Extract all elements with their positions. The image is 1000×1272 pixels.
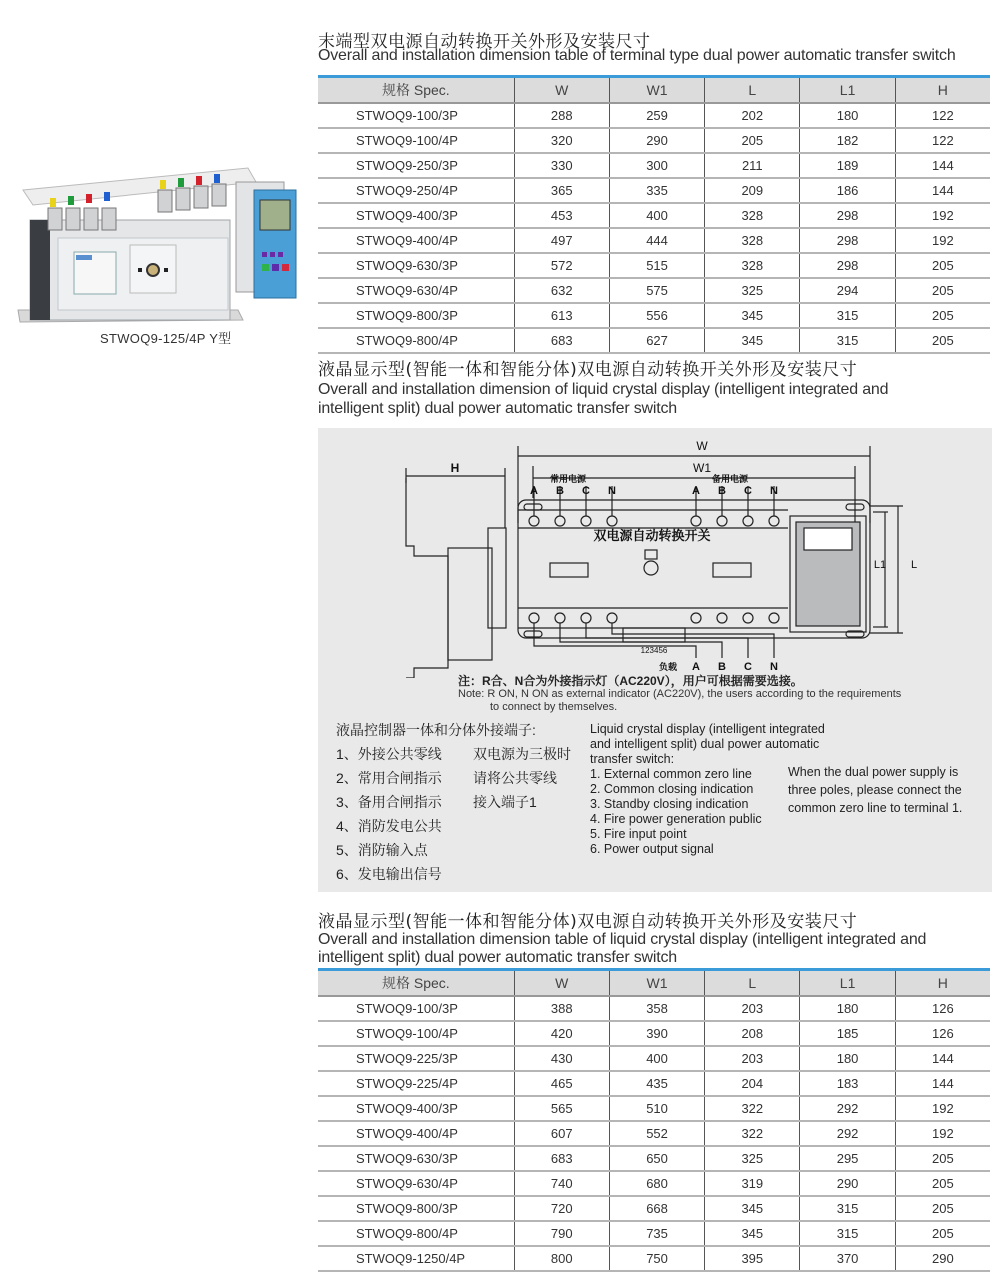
text-line: transfer switch: (590, 752, 675, 766)
value-cell: 607 (514, 1121, 609, 1146)
section3-title-en-2: intelligent split) dual power automatic transfer switch (318, 949, 677, 966)
value-cell: 345 (705, 328, 800, 353)
spec-cell: STWOQ9-400/4P (318, 1121, 514, 1146)
value-cell: 497 (514, 228, 609, 253)
table-row (318, 128, 990, 153)
value-cell: 453 (514, 203, 609, 228)
value-cell: 294 (800, 278, 895, 303)
value-cell: 205 (895, 1171, 990, 1196)
table-row (318, 1196, 990, 1221)
value-cell: 185 (800, 1021, 895, 1046)
value-cell: 565 (514, 1096, 609, 1121)
phase-label-c: C (744, 661, 752, 673)
product-photo (8, 160, 308, 325)
table-row (318, 1121, 990, 1146)
col-spec: 规格 Spec. (318, 77, 514, 104)
lcd-controller (236, 182, 296, 298)
text-line: 接入端子1 (473, 794, 537, 810)
col-w1: W1 (609, 970, 704, 997)
value-cell: 211 (705, 153, 800, 178)
value-cell: 205 (705, 128, 800, 153)
value-cell: 205 (895, 253, 990, 278)
value-cell: 205 (895, 278, 990, 303)
value-cell: 180 (800, 1046, 895, 1071)
text-line: 6. Power output signal (590, 842, 714, 856)
phase-label-a: A (692, 661, 700, 673)
spec-cell: STWOQ9-400/3P (318, 203, 514, 228)
normal-source-label: 常用电源 (549, 474, 587, 484)
section3-title-en-1: Overall and installation dimension table of liquid crystal display (intelligent integrated and (318, 931, 927, 948)
table-row (318, 328, 990, 353)
photo-caption: STWOQ9-125/4P Y型 (100, 331, 232, 346)
text-line: 请将公共零线 (473, 770, 557, 786)
value-cell: 790 (514, 1221, 609, 1246)
value-cell: 572 (514, 253, 609, 278)
load-label: 负载 (658, 662, 678, 672)
table-row (318, 203, 990, 228)
section1-title-cn: 末端型双电源自动转换开关外形及安装尺寸 (318, 32, 651, 52)
value-cell: 515 (609, 253, 704, 278)
value-cell: 290 (609, 128, 704, 153)
value-cell: 315 (800, 1221, 895, 1246)
value-cell: 510 (609, 1096, 704, 1121)
phase-label-a: A (692, 485, 700, 497)
value-cell: 205 (895, 1221, 990, 1246)
spec-cell: STWOQ9-800/4P (318, 328, 514, 353)
phase-label-b: B (718, 485, 726, 497)
value-cell: 288 (514, 103, 609, 128)
terminal-numbers: 123456 (640, 646, 668, 655)
value-cell: 298 (800, 203, 895, 228)
value-cell: 328 (705, 253, 800, 278)
value-cell: 144 (895, 1046, 990, 1071)
value-cell: 358 (609, 996, 704, 1021)
dimension-diagram-panel (318, 428, 992, 892)
value-cell: 295 (800, 1146, 895, 1171)
value-cell: 189 (800, 153, 895, 178)
value-cell: 345 (705, 1221, 800, 1246)
spec-cell: STWOQ9-250/4P (318, 178, 514, 203)
col-h: H (895, 77, 990, 104)
dim-l1-label: L1 (873, 559, 887, 571)
text-line: 4. Fire power generation public (590, 812, 762, 826)
value-cell: 322 (705, 1121, 800, 1146)
value-cell: 325 (705, 1146, 800, 1171)
terminals-list-cn (336, 742, 442, 886)
col-l1: L1 (800, 77, 895, 104)
table-row (318, 1246, 990, 1271)
value-cell: 613 (514, 303, 609, 328)
value-cell: 328 (705, 203, 800, 228)
value-cell: 315 (800, 1196, 895, 1221)
col-l1: L1 (800, 970, 895, 997)
table-row (318, 303, 990, 328)
phase-label-b: B (718, 661, 726, 673)
phase-label-c: C (744, 485, 752, 497)
phase-label-a: A (530, 485, 538, 497)
section2-title-cn: 液晶显示型(智能一体和智能分体)双电源自动转换开关外形及安装尺寸 (318, 360, 858, 380)
value-cell: 556 (609, 303, 704, 328)
value-cell: 800 (514, 1246, 609, 1271)
spec-cell: STWOQ9-630/4P (318, 278, 514, 303)
value-cell: 192 (895, 203, 990, 228)
table-row (318, 996, 990, 1021)
text-line: 5. Fire input point (590, 827, 687, 841)
device-label: 双电源自动转换开关 (593, 528, 711, 543)
spec-cell: STWOQ9-400/4P (318, 228, 514, 253)
value-cell: 740 (514, 1171, 609, 1196)
value-cell: 205 (895, 328, 990, 353)
col-w: W (514, 970, 609, 997)
value-cell: 400 (609, 1046, 704, 1071)
dim-w1-label: W1 (693, 461, 711, 475)
col-l: L (705, 77, 800, 104)
value-cell: 683 (514, 1146, 609, 1171)
text-line: and intelligent split) dual power automatic (590, 737, 820, 751)
spec-cell: STWOQ9-100/4P (318, 128, 514, 153)
value-cell: 735 (609, 1221, 704, 1246)
value-cell: 202 (705, 103, 800, 128)
col-l: L (705, 970, 800, 997)
value-cell: 325 (705, 278, 800, 303)
text-line: When the dual power supply is (788, 765, 959, 779)
value-cell: 650 (609, 1146, 704, 1171)
value-cell: 122 (895, 103, 990, 128)
value-cell: 186 (800, 178, 895, 203)
terminals-remark-en (788, 763, 962, 817)
text-line: 1. External common zero line (590, 767, 752, 781)
value-cell: 192 (895, 1121, 990, 1146)
phase-label-n: N (770, 661, 778, 673)
text-line: 3. Standby closing indication (590, 797, 749, 811)
note-en-2: to connect by themselves. (490, 701, 618, 713)
value-cell: 315 (800, 303, 895, 328)
value-cell: 203 (705, 1046, 800, 1071)
text-line: common zero line to terminal 1. (788, 801, 963, 815)
text-line: 6、发电输出信号 (336, 866, 442, 882)
value-cell: 126 (895, 1021, 990, 1046)
value-cell: 183 (800, 1071, 895, 1096)
value-cell: 122 (895, 128, 990, 153)
value-cell: 180 (800, 103, 895, 128)
phase-label-n: N (770, 485, 778, 497)
text-line: 双电源为三极时 (473, 746, 571, 762)
dimension-drawing (318, 428, 992, 678)
table-row (318, 1046, 990, 1071)
spec-cell: STWOQ9-630/3P (318, 1146, 514, 1171)
value-cell: 330 (514, 153, 609, 178)
value-cell: 395 (705, 1246, 800, 1271)
value-cell: 420 (514, 1021, 609, 1046)
value-cell: 388 (514, 996, 609, 1021)
section3-title-cn: 液晶显示型(智能一体和智能分体)双电源自动转换开关外形及安装尺寸 (318, 912, 858, 932)
spec-cell: STWOQ9-630/3P (318, 253, 514, 278)
value-cell: 435 (609, 1071, 704, 1096)
value-cell: 345 (705, 303, 800, 328)
dim-w-label: W (696, 439, 708, 453)
value-cell: 298 (800, 228, 895, 253)
value-cell: 328 (705, 228, 800, 253)
spec-cell: STWOQ9-800/3P (318, 1196, 514, 1221)
value-cell: 192 (895, 1096, 990, 1121)
value-cell: 390 (609, 1021, 704, 1046)
value-cell: 680 (609, 1171, 704, 1196)
col-w1: W1 (609, 77, 704, 104)
value-cell: 205 (895, 1196, 990, 1221)
value-cell: 430 (514, 1046, 609, 1071)
text-line: 2. Common closing indication (590, 782, 754, 796)
value-cell: 144 (895, 178, 990, 203)
text-line: three poles, please connect the (788, 783, 962, 797)
spec-cell: STWOQ9-100/3P (318, 103, 514, 128)
value-cell: 335 (609, 178, 704, 203)
spec-cell: STWOQ9-630/4P (318, 1171, 514, 1196)
note-en-1: Note: R ON, N ON as external indicator (AC220V), the users according to the requirements (458, 688, 902, 700)
table-row (318, 1146, 990, 1171)
value-cell: 315 (800, 328, 895, 353)
table-row (318, 1171, 990, 1196)
value-cell: 205 (895, 1146, 990, 1171)
table-row (318, 1071, 990, 1096)
table-row (318, 178, 990, 203)
terminals-heading-en (590, 722, 825, 767)
section2-title-en-2: intelligent split) dual power automatic transfer switch (318, 400, 677, 417)
text-line: 2、常用合闸指示 (336, 770, 442, 786)
spec-cell: STWOQ9-225/3P (318, 1046, 514, 1071)
table-row (318, 253, 990, 278)
value-cell: 209 (705, 178, 800, 203)
terminals-remark-cn (473, 742, 571, 814)
value-cell: 203 (705, 996, 800, 1021)
value-cell: 259 (609, 103, 704, 128)
value-cell: 345 (705, 1196, 800, 1221)
note-cn: 注：R合、N合为外接指示灯（AC220V），用户可根据需要选接。 (458, 674, 803, 688)
terminals-heading-cn: 液晶控制器一体和分体外接端子: (336, 722, 536, 738)
value-cell: 192 (895, 228, 990, 253)
value-cell: 322 (705, 1096, 800, 1121)
value-cell: 319 (705, 1171, 800, 1196)
standby-source-label: 备用电源 (711, 474, 749, 484)
value-cell: 632 (514, 278, 609, 303)
spec-cell: STWOQ9-400/3P (318, 1096, 514, 1121)
value-cell: 370 (800, 1246, 895, 1271)
section1-title-en: Overall and installation dimension table of terminal type dual power automatic transfer switch (318, 47, 956, 64)
value-cell: 144 (895, 153, 990, 178)
value-cell: 144 (895, 1071, 990, 1096)
text-line: 5、消防输入点 (336, 842, 428, 858)
phase-label-b: B (556, 485, 564, 497)
value-cell: 465 (514, 1071, 609, 1096)
value-cell: 205 (895, 303, 990, 328)
dim-h-label: H (450, 461, 460, 475)
section2-title-en-1: Overall and installation dimension of liquid crystal display (intelligent integrated and (318, 381, 889, 398)
phase-label-n: N (608, 485, 616, 497)
table-row (318, 153, 990, 178)
table-row (318, 103, 990, 128)
value-cell: 750 (609, 1246, 704, 1271)
spec-cell: STWOQ9-800/3P (318, 303, 514, 328)
table-row (318, 1096, 990, 1121)
table-header-row (318, 970, 990, 997)
value-cell: 668 (609, 1196, 704, 1221)
value-cell: 208 (705, 1021, 800, 1046)
table-header-row (318, 77, 990, 104)
value-cell: 126 (895, 996, 990, 1021)
col-w: W (514, 77, 609, 104)
terminals-list-en (590, 767, 762, 857)
spec-cell: STWOQ9-225/4P (318, 1071, 514, 1096)
value-cell: 444 (609, 228, 704, 253)
dim-l-label: L (910, 559, 918, 571)
value-cell: 320 (514, 128, 609, 153)
value-cell: 627 (609, 328, 704, 353)
spec-cell: STWOQ9-1250/4P (318, 1246, 514, 1271)
value-cell: 365 (514, 178, 609, 203)
text-line: Liquid crystal display (intelligent integrated (590, 722, 825, 736)
value-cell: 298 (800, 253, 895, 278)
lcd-type-dimension-table (318, 968, 990, 1272)
value-cell: 575 (609, 278, 704, 303)
table-row (318, 1221, 990, 1246)
value-cell: 204 (705, 1071, 800, 1096)
table-row (318, 1021, 990, 1046)
value-cell: 552 (609, 1121, 704, 1146)
value-cell: 300 (609, 153, 704, 178)
value-cell: 400 (609, 203, 704, 228)
text-line: 3、备用合闸指示 (336, 794, 442, 810)
text-line: 1、外接公共零线 (336, 746, 442, 762)
value-cell: 292 (800, 1121, 895, 1146)
text-line: 4、消防发电公共 (336, 818, 442, 834)
col-spec: 规格 Spec. (318, 970, 514, 997)
transfer-switch-illustration (8, 160, 308, 325)
value-cell: 720 (514, 1196, 609, 1221)
spec-cell: STWOQ9-800/4P (318, 1221, 514, 1246)
col-h: H (895, 970, 990, 997)
phase-label-c: C (582, 485, 590, 497)
spec-cell: STWOQ9-100/4P (318, 1021, 514, 1046)
terminal-type-dimension-table (318, 75, 990, 354)
value-cell: 290 (800, 1171, 895, 1196)
value-cell: 292 (800, 1096, 895, 1121)
phase-labels (530, 485, 778, 673)
table-row (318, 228, 990, 253)
table-row (318, 278, 990, 303)
spec-cell: STWOQ9-250/3P (318, 153, 514, 178)
value-cell: 683 (514, 328, 609, 353)
spec-cell: STWOQ9-100/3P (318, 996, 514, 1021)
value-cell: 182 (800, 128, 895, 153)
value-cell: 290 (895, 1246, 990, 1271)
value-cell: 180 (800, 996, 895, 1021)
